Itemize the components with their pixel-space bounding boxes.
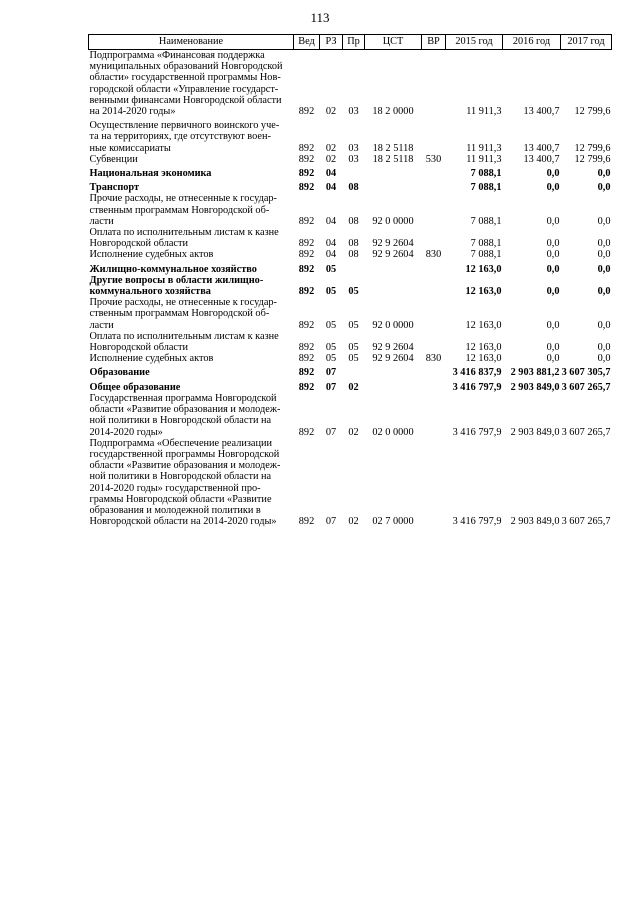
cell-cst: 92 9 2604	[372, 249, 414, 261]
cell-rz: 07	[325, 426, 337, 438]
cell-pr: 03	[348, 142, 359, 154]
cell-2016: 0,0	[546, 263, 560, 275]
cell-ved: 892	[298, 319, 315, 331]
cell-vr	[422, 275, 446, 297]
cell-vr	[422, 297, 446, 331]
cell-2015: 3 416 797,9	[452, 516, 502, 528]
cell-vr: 530	[425, 153, 442, 165]
cell-cst: 18 2 5118	[372, 142, 414, 154]
table-header-row	[89, 35, 612, 50]
cell-2015: 3 416 797,9	[452, 381, 502, 393]
cell-2015: 11 911,3	[466, 153, 502, 165]
cell-vr	[422, 261, 446, 275]
cell-pr: 08	[348, 182, 359, 194]
cell-ved: 892	[298, 249, 315, 261]
cell-pr: 05	[348, 342, 359, 354]
cell-pr	[343, 165, 365, 179]
cell-vr	[422, 331, 446, 353]
cell-name: Подпрограмма «Финансовая поддержка муниципальных образований Новгородской области» государственной программы Нов- городской области «Управление государст- венными финансами Новгородской области на 2014-2020 годы»	[89, 50, 283, 118]
table-row	[89, 275, 612, 297]
cell-2016: 0,0	[546, 319, 560, 331]
cell-2015: 11 911,3	[466, 142, 502, 154]
cell-name: Образование	[89, 367, 150, 379]
cell-ved: 892	[298, 263, 315, 275]
cell-pr: 03	[348, 153, 359, 165]
cell-rz: 07	[325, 516, 337, 528]
cell-2015: 12 163,0	[465, 353, 502, 365]
header-cst: ЦСТ	[365, 35, 422, 50]
cell-pr: 08	[348, 238, 359, 250]
cell-cst: 92 9 2604	[372, 342, 414, 354]
cell-name: Подпрограмма «Обеспечение реализации государственной программы Новгородской области «Развитие образования и молодеж- ной политики в Новгородской области на 2014-2020 годы» государственной про- граммы Новгородской области «Развитие образования и молодежной политики в Новгородской области на 2014-2020 годы»	[89, 437, 281, 528]
cell-vr	[422, 50, 446, 118]
cell-rz: 05	[325, 286, 337, 298]
cell-2016: 13 400,7	[523, 142, 560, 154]
cell-pr: 03	[348, 106, 359, 118]
cell-cst	[365, 364, 422, 378]
cell-2015: 12 163,0	[465, 319, 502, 331]
cell-cst: 02 7 0000	[372, 516, 414, 528]
cell-cst	[365, 379, 422, 393]
cell-vr: 830	[425, 249, 442, 261]
cell-cst	[365, 261, 422, 275]
cell-2017: 0,0	[597, 215, 611, 227]
table-row	[89, 379, 612, 393]
cell-rz: 04	[325, 182, 337, 194]
header-name: Наименование	[89, 35, 294, 50]
cell-rz: 04	[325, 215, 337, 227]
cell-rz: 02	[325, 106, 337, 118]
cell-2017: 0,0	[597, 238, 611, 250]
cell-2015: 7 088,1	[470, 182, 502, 194]
cell-2017: 0,0	[597, 249, 611, 261]
cell-name: Жилищно-коммунальное хозяйство	[89, 263, 257, 275]
cell-rz: 02	[325, 153, 337, 165]
table-row	[89, 117, 612, 154]
cell-name: Исполнение судебных актов	[89, 249, 214, 261]
cell-rz: 07	[325, 381, 337, 393]
header-rz: РЗ	[320, 35, 343, 50]
cell-ved: 892	[298, 215, 315, 227]
cell-vr	[422, 193, 446, 227]
cell-name: Субвенции	[89, 153, 138, 165]
cell-2015: 11 911,3	[466, 106, 502, 118]
cell-ved: 892	[298, 168, 315, 180]
cell-pr: 05	[348, 319, 359, 331]
cell-2016: 13 400,7	[523, 106, 560, 118]
header-ved: Вед	[294, 35, 320, 50]
cell-pr: 05	[348, 353, 359, 365]
cell-ved: 892	[298, 106, 315, 118]
table-row	[89, 353, 612, 364]
cell-2016: 2 903 849,0	[510, 516, 560, 528]
cell-name: Другие вопросы в области жилищно- коммунального хозяйства	[89, 274, 264, 298]
cell-2015: 12 163,0	[465, 263, 502, 275]
cell-2016: 0,0	[546, 168, 560, 180]
header-2016: 2016 год	[503, 35, 561, 50]
cell-vr	[422, 379, 446, 393]
cell-name: Осуществление первичного воинского уче- та на территориях, где отсутствуют воен- ные комиссариаты	[89, 120, 280, 154]
cell-cst: 92 9 2604	[372, 238, 414, 250]
cell-pr: 02	[348, 426, 359, 438]
cell-name: Общее образование	[89, 381, 181, 393]
cell-name: Оплата по исполнительным листам к казне Новгородской области	[89, 330, 279, 354]
cell-ved: 892	[298, 142, 315, 154]
cell-2017: 0,0	[597, 182, 611, 194]
cell-2017: 3 607 265,7	[561, 426, 611, 438]
table-row	[89, 261, 612, 275]
cell-2017: 3 607 305,7	[561, 367, 611, 379]
cell-2016: 0,0	[546, 249, 560, 261]
table-row	[89, 165, 612, 179]
cell-2015: 3 416 797,9	[452, 426, 502, 438]
cell-cst: 92 9 2604	[372, 353, 414, 365]
cell-2016: 2 903 849,0	[510, 381, 560, 393]
cell-cst	[365, 275, 422, 297]
cell-2015: 3 416 837,9	[452, 367, 502, 379]
cell-cst	[365, 165, 422, 179]
cell-ved: 892	[298, 238, 315, 250]
cell-2016: 0,0	[546, 342, 560, 354]
cell-pr: 02	[348, 381, 359, 393]
cell-rz: 05	[325, 353, 337, 365]
header-pr: Пр	[343, 35, 365, 50]
cell-2015: 7 088,1	[470, 215, 502, 227]
cell-name: Прочие расходы, не отнесенные к государ- ственным программам Новгородской об- ласти	[89, 193, 277, 227]
cell-2016: 0,0	[546, 215, 560, 227]
cell-vr	[422, 179, 446, 193]
cell-2016: 2 903 849,0	[510, 426, 560, 438]
cell-ved: 892	[298, 367, 315, 379]
table-row	[89, 438, 612, 528]
cell-pr: 02	[348, 516, 359, 528]
table-row	[89, 393, 612, 438]
cell-ved: 892	[298, 426, 315, 438]
table-row	[89, 227, 612, 249]
cell-cst: 18 2 0000	[372, 106, 414, 118]
cell-vr: 830	[425, 353, 442, 365]
cell-2016: 0,0	[546, 238, 560, 250]
cell-rz: 07	[325, 367, 337, 379]
cell-2017: 0,0	[597, 319, 611, 331]
cell-name: Исполнение судебных актов	[89, 353, 214, 365]
cell-cst: 18 2 5118	[372, 153, 414, 165]
table-row	[89, 154, 612, 165]
cell-cst: 92 0 0000	[372, 215, 414, 227]
cell-name: Национальная экономика	[89, 168, 212, 180]
cell-2016: 0,0	[546, 353, 560, 365]
cell-2015: 7 088,1	[470, 238, 502, 250]
table-body	[89, 50, 612, 528]
cell-rz: 04	[325, 168, 337, 180]
cell-pr	[343, 261, 365, 275]
budget-table	[88, 34, 612, 527]
cell-vr	[422, 364, 446, 378]
cell-2015: 12 163,0	[465, 286, 502, 298]
cell-rz: 05	[325, 342, 337, 354]
cell-ved: 892	[298, 153, 315, 165]
cell-vr	[422, 227, 446, 249]
cell-2017: 0,0	[597, 263, 611, 275]
cell-vr	[422, 438, 446, 528]
cell-ved: 892	[298, 516, 315, 528]
cell-2017: 12 799,6	[574, 106, 611, 118]
table-row	[89, 331, 612, 353]
cell-ved: 892	[298, 353, 315, 365]
cell-2016: 2 903 881,2	[510, 367, 560, 379]
cell-cst	[365, 179, 422, 193]
table-row	[89, 249, 612, 260]
cell-rz: 02	[325, 142, 337, 154]
cell-2017: 0,0	[597, 342, 611, 354]
cell-2017: 0,0	[597, 168, 611, 180]
cell-ved: 892	[298, 182, 315, 194]
cell-vr	[422, 117, 446, 154]
cell-rz: 04	[325, 238, 337, 250]
cell-cst: 02 0 0000	[372, 426, 414, 438]
table-row	[89, 364, 612, 378]
cell-vr	[422, 165, 446, 179]
cell-2017: 3 607 265,7	[561, 381, 611, 393]
cell-2015: 7 088,1	[470, 168, 502, 180]
cell-pr: 08	[348, 215, 359, 227]
table-row	[89, 179, 612, 193]
cell-2016: 0,0	[546, 286, 560, 298]
header-2015: 2015 год	[446, 35, 503, 50]
cell-pr: 08	[348, 249, 359, 261]
cell-cst: 92 0 0000	[372, 319, 414, 331]
table-row	[89, 193, 612, 227]
cell-name: Оплата по исполнительным листам к казне Новгородской области	[89, 227, 279, 250]
page-number: 113	[310, 10, 330, 25]
cell-ved: 892	[298, 342, 315, 354]
cell-2017: 0,0	[597, 353, 611, 365]
cell-rz: 04	[325, 249, 337, 261]
cell-2017: 12 799,6	[574, 142, 611, 154]
header-vr: ВР	[422, 35, 446, 50]
cell-name: Транспорт	[89, 182, 140, 194]
cell-name: Государственная программа Новгородской области «Развитие образования и молодеж- ной политики в Новгородской области на 2014-2020 годы»	[89, 392, 281, 438]
cell-name: Прочие расходы, не отнесенные к государ- ственным программам Новгородской об- ласти	[89, 297, 277, 331]
cell-2016: 13 400,7	[523, 153, 560, 165]
cell-2015: 7 088,1	[470, 249, 502, 261]
cell-ved: 892	[298, 381, 315, 393]
cell-2017: 3 607 265,7	[561, 516, 611, 528]
cell-vr	[422, 393, 446, 438]
cell-pr	[343, 364, 365, 378]
cell-2015: 12 163,0	[465, 342, 502, 354]
cell-2017: 0,0	[597, 286, 611, 298]
header-2017: 2017 год	[561, 35, 612, 50]
cell-rz: 05	[325, 319, 337, 331]
cell-ved: 892	[298, 286, 315, 298]
cell-pr: 05	[348, 286, 359, 298]
table-row	[89, 297, 612, 331]
cell-2016: 0,0	[546, 182, 560, 194]
cell-2017: 12 799,6	[574, 153, 611, 165]
table-row	[89, 50, 612, 118]
cell-rz: 05	[325, 263, 337, 275]
